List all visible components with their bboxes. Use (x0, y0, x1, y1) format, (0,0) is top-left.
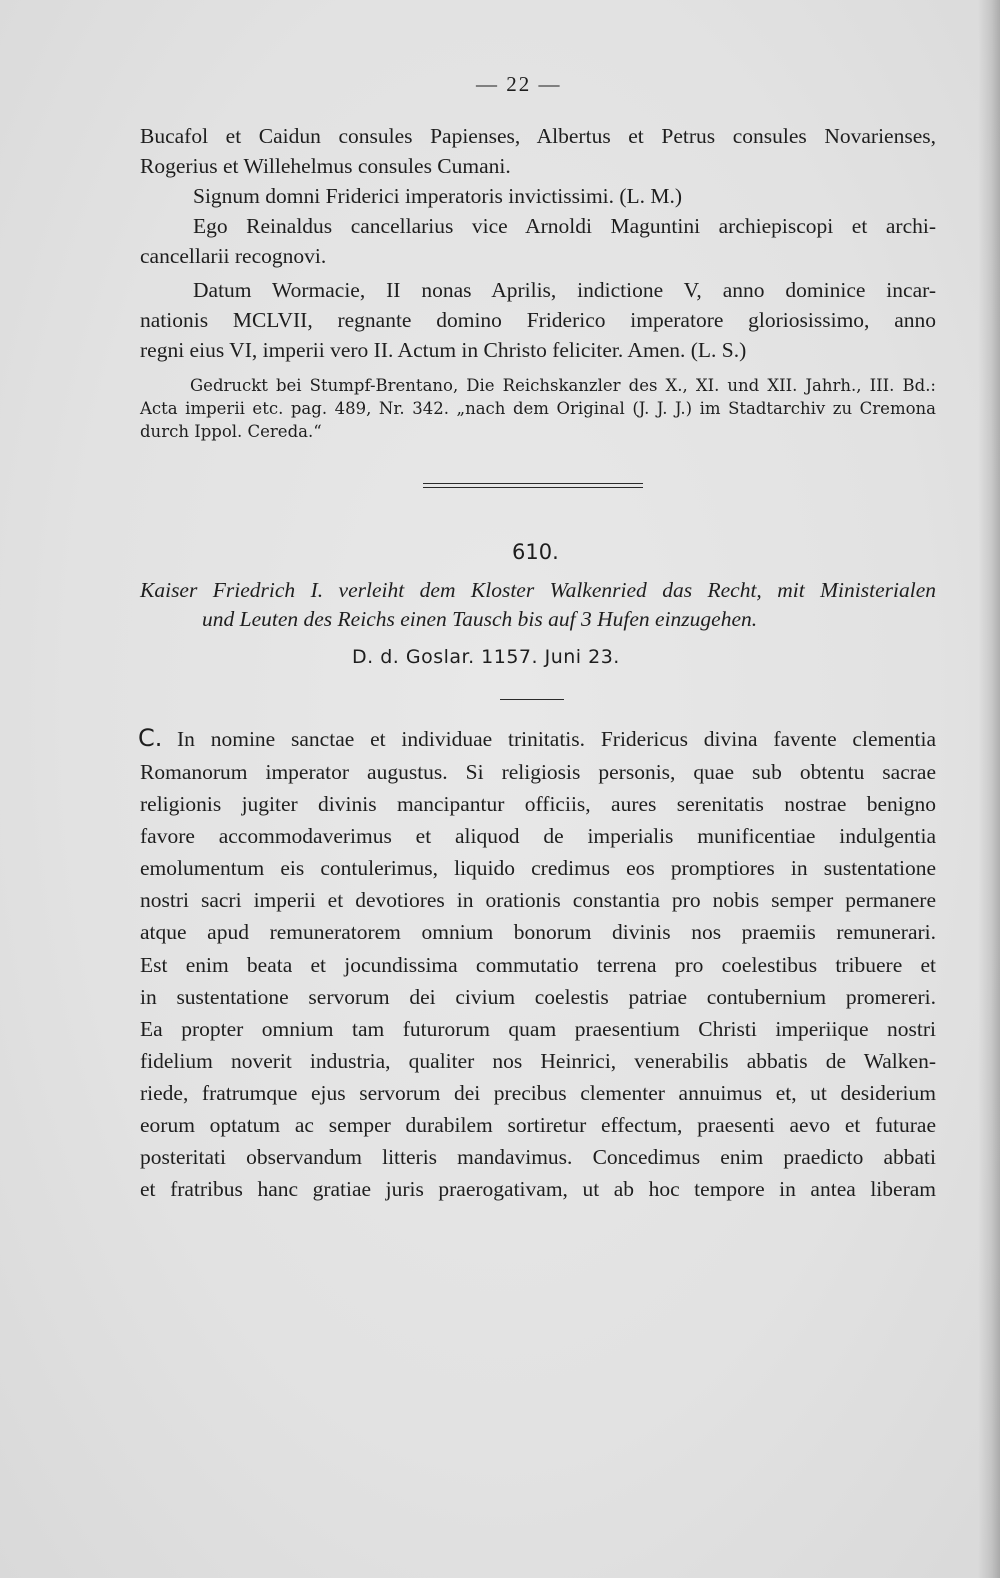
document-text-line: Ea propter omnium tam futurorum quam praesentium Christi imperiique nostri (140, 1017, 936, 1041)
document-text-line: in sustentatione servorum dei civium coelestis patriae contubernium promereri. (140, 985, 936, 1009)
text-line: regni eius VI, imperii vero II. Actum in Christo feliciter. Amen. (L. S.) (140, 338, 747, 362)
text-line: Rogerius et Willehelmus consules Cumani. (140, 154, 511, 178)
document-text-line: emolumentum eis contulerimus, liquido credimus eos promptiores in sustentatione (140, 856, 936, 880)
heading-divider (500, 699, 564, 700)
document-text-line: riede, fratrumque ejus servorum dei precibus clementer annuimus et, ut desiderium (140, 1081, 936, 1105)
text-line: Signum domni Friderici imperatoris invictissimi. (L. M.) (193, 184, 683, 208)
document-text-line: eorum optatum ac semper durabilem sortiretur effectum, praesenti aevo et futurae (140, 1113, 936, 1137)
document-heading-line: und Leuten des Reichs einen Tausch bis auf 3 Hufen einzugehen. (202, 607, 758, 631)
text-line: nationis MCLVII, regnante domino Friderico imperatore gloriosissimo, anno (140, 308, 936, 332)
text-line: Datum Wormacie, II nonas Aprilis, indictione V, anno dominice incar- (193, 278, 936, 302)
document-text-line: atque apud remuneratorem omnium bonorum divinis nos praemiis remunerari. (140, 920, 936, 944)
document-text-line: fidelium noverit industria, qualiter nos Heinrici, venerabilis abbatis de Walken- (140, 1049, 936, 1073)
text-line: cancellarii recognovi. (140, 244, 327, 268)
document-text-line: Est enim beata et jocundissima commutatio terrena pro coelestibus tribuere et (140, 953, 936, 977)
document-text-line: posteritati observandum litteris mandavimus. Concedimus enim praedicto abbati (140, 1145, 936, 1169)
page-gutter-shadow (978, 0, 1000, 1578)
page-number: — 22 — (476, 72, 562, 96)
document-heading-line: Kaiser Friedrich I. verleiht dem Kloster Walkenried das Recht, mit Ministerialen (140, 578, 936, 602)
document-text-line: nostri sacri imperii et devotiores in orationis constantia pro nobis semper permanere (140, 888, 936, 912)
text-line: Ego Reinaldus cancellarius vice Arnoldi Maguntini archiepiscopi et archi- (193, 214, 936, 238)
document-text-line: religionis jugiter divinis mancipantur officiis, aures serenitatis nostrae benigno (140, 792, 936, 816)
document-text-line: favore accommodaverimus et aliquod de imperialis munificentiae indulgentia (140, 824, 936, 848)
section-divider (423, 483, 643, 488)
document-siglum: C. (138, 724, 163, 752)
document-number: 610. (512, 540, 559, 564)
footnote-line: Gedruckt bei Stumpf-Brentano, Die Reichskanzler des X., XI. und XII. Jahrh., III. Bd.: (190, 376, 936, 395)
document-dateline: D. d. Goslar. 1157. Juni 23. (352, 646, 620, 668)
footnote-line: durch Ippol. Cereda.“ (140, 422, 322, 441)
document-text-line: Romanorum imperator augustus. Si religiosis personis, quae sub obtentu sacrae (140, 760, 936, 784)
document-text-line: In nomine sanctae et individuae trinitatis. Fridericus divina favente clementia (177, 727, 936, 751)
footnote-line: Acta imperii etc. pag. 489, Nr. 342. „nach dem Original (J. J. J.) im Stadtarchiv zu Cremona (140, 399, 936, 418)
document-text-line: et fratribus hanc gratiae juris praerogativam, ut ab hoc tempore in antea liberam (140, 1177, 936, 1201)
text-line: Bucafol et Caidun consules Papienses, Albertus et Petrus consules Novarienses, (140, 124, 936, 148)
